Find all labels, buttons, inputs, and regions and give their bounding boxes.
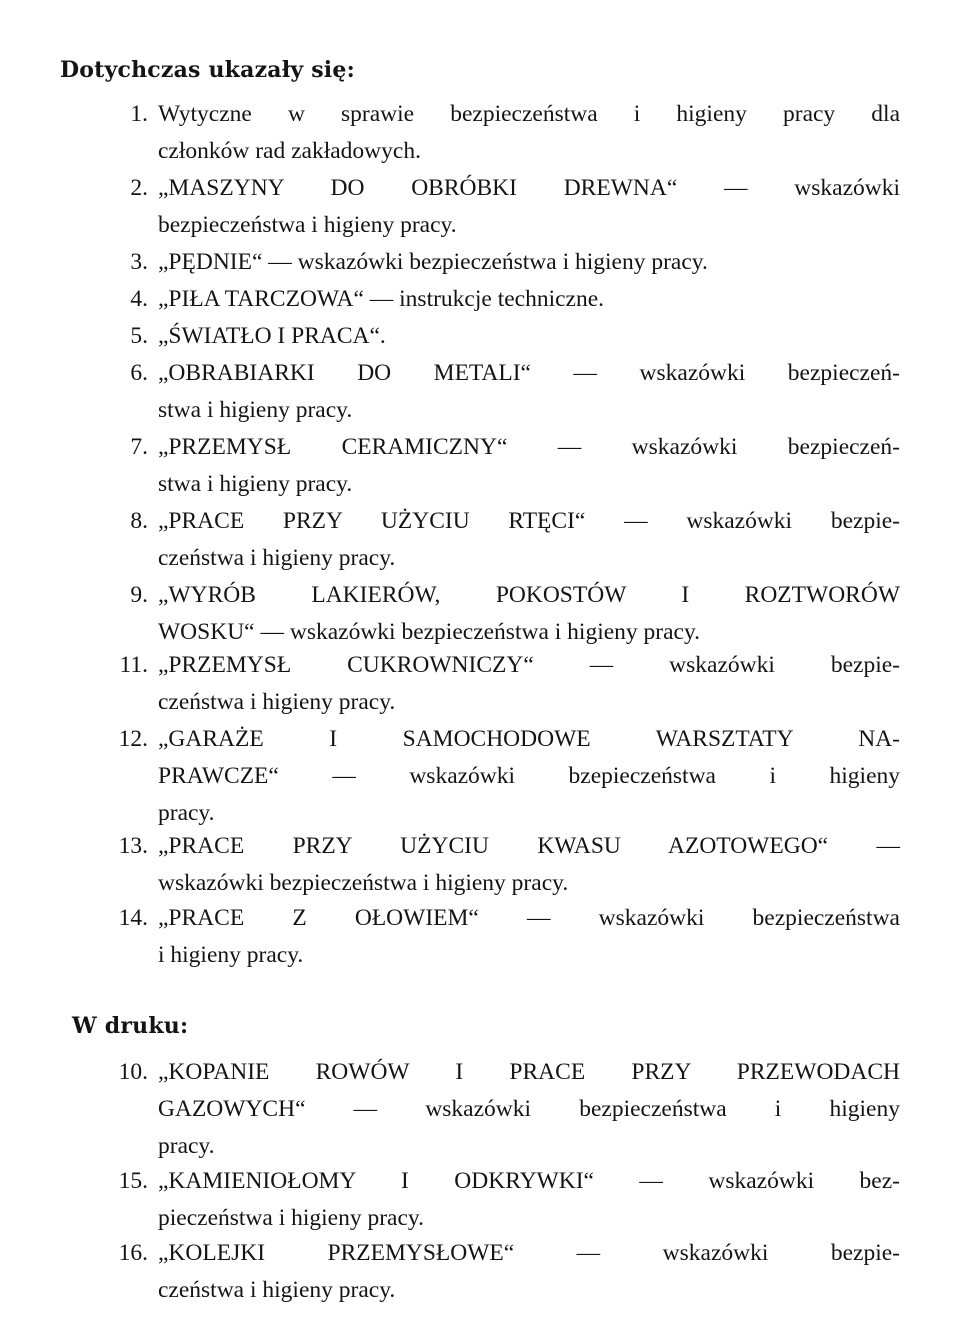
- item-text: [158, 1235, 900, 1309]
- item-number: 14.: [118, 905, 148, 931]
- item-text: [158, 900, 900, 974]
- item-number: 10.: [118, 1059, 148, 1085]
- list-item: [100, 721, 900, 832]
- list-item: [100, 318, 900, 355]
- item-number: 15.: [118, 1168, 148, 1194]
- item-line: WOSKU“ — wskazówki bezpieczeństwa i higieny pracy.: [158, 619, 701, 645]
- item-number: 8.: [130, 508, 148, 534]
- list-item: [100, 96, 900, 170]
- item-line: stwa i higieny pracy.: [158, 397, 353, 423]
- item-line: wskazówki bezpieczeństwa i higieny pracy.: [158, 870, 569, 896]
- item-text: [158, 318, 900, 355]
- item-line: pracy.: [158, 1133, 215, 1159]
- item-line: „KOLEJKI PRZEMYSŁOWE“ — wskazówki bezpie-: [158, 1240, 900, 1266]
- item-text: [158, 429, 900, 503]
- item-number: 13.: [118, 833, 148, 859]
- list-item: [100, 1054, 900, 1165]
- list-item: [100, 503, 900, 577]
- list-item: [100, 355, 900, 429]
- item-number: 3.: [130, 249, 148, 275]
- section-heading-published: Dotychczas ukazały się:: [60, 57, 355, 83]
- item-text: [158, 647, 900, 721]
- item-text: [158, 1054, 900, 1165]
- item-text: [158, 355, 900, 429]
- item-number: 9.: [130, 582, 148, 608]
- list-item: [100, 900, 900, 974]
- item-text: [158, 1163, 900, 1237]
- list-item: [100, 1235, 900, 1309]
- item-text: [158, 828, 900, 902]
- item-number: 4.: [130, 286, 148, 312]
- item-number: 16.: [118, 1240, 148, 1266]
- item-line: „PIŁA TARCZOWA“ — instrukcje techniczne.: [158, 286, 605, 312]
- item-number: 1.: [130, 101, 148, 127]
- item-number: 5.: [130, 323, 148, 349]
- item-line: „PĘDNIE“ — wskazówki bezpieczeństwa i higieny pracy.: [158, 249, 708, 275]
- list-item: [100, 647, 900, 721]
- list-item: [100, 828, 900, 902]
- item-line: GAZOWYCH“ — wskazówki bezpieczeństwa i higieny: [158, 1096, 900, 1122]
- item-line: „GARAŻE I SAMOCHODOWE WARSZTATY NA-: [158, 726, 900, 752]
- item-number: 7.: [130, 434, 148, 460]
- item-line: czeństwa i higieny pracy.: [158, 689, 396, 715]
- item-line: „OBRABIARKI DO METALI“ — wskazówki bezpieczeń-: [158, 360, 900, 386]
- item-text: [158, 244, 900, 281]
- item-line: pracy.: [158, 800, 215, 826]
- item-number: 12.: [118, 726, 148, 752]
- item-text: [158, 281, 900, 318]
- item-line: „KOPANIE ROWÓW I PRACE PRZY PRZEWODACH: [158, 1059, 900, 1085]
- item-line: pieczeństwa i higieny pracy.: [158, 1205, 425, 1231]
- item-line: „WYRÓB LAKIERÓW, POKOSTÓW I ROZTWORÓW: [158, 582, 900, 608]
- item-text: [158, 170, 900, 244]
- item-number: 2.: [130, 175, 148, 201]
- item-number: 6.: [130, 360, 148, 386]
- item-line: czeństwa i higieny pracy.: [158, 1277, 396, 1303]
- list-item: [100, 170, 900, 244]
- item-line: „PRACE Z OŁOWIEM“ — wskazówki bezpieczeństwa: [158, 905, 900, 931]
- list-item: [100, 577, 900, 651]
- item-text: [158, 577, 900, 651]
- list-item: [100, 244, 900, 281]
- item-text: [158, 96, 900, 170]
- item-line: „PRACE PRZY UŻYCIU KWASU AZOTOWEGO“ —: [158, 833, 900, 859]
- list-item: [100, 429, 900, 503]
- item-line: „MASZYNY DO OBRÓBKI DREWNA“ — wskazówki: [158, 175, 900, 201]
- item-line: bezpieczeństwa i higieny pracy.: [158, 212, 457, 238]
- item-line: czeństwa i higieny pracy.: [158, 545, 396, 571]
- item-text: [158, 721, 900, 832]
- item-text: [158, 503, 900, 577]
- item-line: „PRZEMYSŁ CUKROWNICZY“ — wskazówki bezpie-: [158, 652, 900, 678]
- item-line: „ŚWIATŁO I PRACA“.: [158, 323, 386, 349]
- section-heading-in-print: W druku:: [72, 1013, 189, 1039]
- item-number: 11.: [119, 652, 148, 678]
- list-item: [100, 1163, 900, 1237]
- list-item: [100, 281, 900, 318]
- item-line: PRAWCZE“ — wskazówki bzepieczeństwa i higieny: [158, 763, 900, 789]
- item-line: „PRACE PRZY UŻYCIU RTĘCI“ — wskazówki bezpie-: [158, 508, 900, 534]
- item-line: stwa i higieny pracy.: [158, 471, 353, 497]
- item-line: „KAMIENIOŁOMY I ODKRYWKI“ — wskazówki bez-: [158, 1168, 900, 1194]
- item-line: Wytyczne w sprawie bezpieczeństwa i higieny pracy dla: [158, 101, 900, 127]
- item-line: członków rad zakładowych.: [158, 138, 421, 164]
- item-line: i higieny pracy.: [158, 942, 304, 968]
- item-line: „PRZEMYSŁ CERAMICZNY“ — wskazówki bezpieczeń-: [158, 434, 900, 460]
